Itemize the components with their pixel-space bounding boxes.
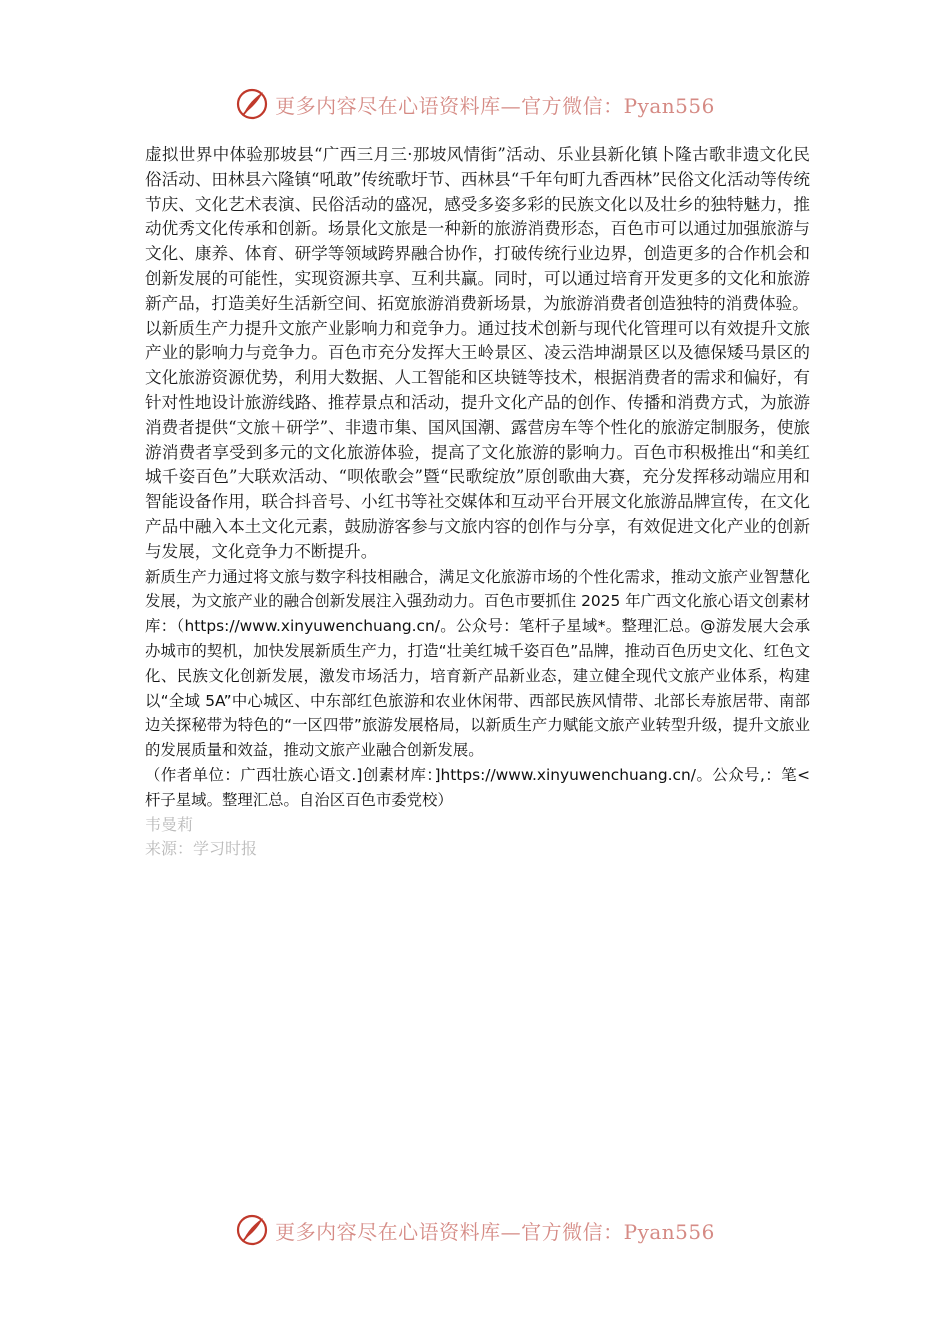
footer-banner [0,1210,950,1250]
footer-banner-text: 更多内容尽在心语资料库—官方微信：Pyan556 [275,1219,715,1244]
article-body [145,143,810,862]
article-paragraph-2: 以新质生产力提升文旅产业影响力和竞争力。通过技术创新与现代化管理可以有效提升文旅产业的影响力与竞争力。百色市充分发挥大王岭景区、凌云浩坤湖景区以及德保矮马景区的文化旅游资源优势，利用大数据、人工智能和区块链等技术，根据消费者的需求和偏好，有针对性地设计旅游线路、推荐景点和活动，提升文化产品的创作、传播和消费方式，为旅游消费者提供“文旅＋研学”、非遗市集、国风国潮、露营房车等个性化的旅游定制服务，使旅游消费者享受到多元的文化旅游体验，提高了文化旅游的影响力。百色市积极推出“和美红城千姿百色”大联欢活动、“呗侬歌会”暨“民歌绽放”原创歌曲大赛，充分发挥移动端应用和智能设备作用，联合抖音号、小红书等社交媒体和互动平台开展文化旅游品牌宣传，在文化产品中融入本土文化元素，鼓励游客参与文旅内容的创作与分享，有效促进文化产业的创新与发展，文化竞争力不断提升。 [145,318,810,561]
quill-logo-icon [235,87,269,121]
author-name: 韦曼莉 [145,814,194,834]
article-paragraph-1: 虚拟世界中体验那坡县“广西三月三·那坡风情街”活动、乐业县新化镇卜隆古歌非遗文化民俗活动、田林县六隆镇“吼敢”传统歌圩节、西林县“千年句町九香西林”民俗文化活动等传统节庆、文化艺术表演、民俗活动的盛况，感受多姿多彩的民族文化以及壮乡的独特魅力，推动优秀文化传承和创新。场景化文旅是一种新的旅游消费形态，百色市可以通过加强旅游与文化、康养、体育、研学等领域跨界融合协作，打破传统行业边界，创造更多的合作机会和创新发展的可能性，实现资源共享、互利共赢。同时，可以通过培育开发更多的文化和旅游新产品，打造美好生活新空间、拓宽旅游消费新场景，为旅游消费者创造独特的消费体验。 [145,145,810,313]
header-banner [0,84,950,124]
article-paragraph-3: 新质生产力通过将文旅与数字科技相融合，满足文化旅游市场的个性化需求，推动文旅产业智慧化发展，为文旅产业的融合创新发展注入强劲动力。百色市要抓住 2025 年广西文化旅心语文创素材库：（https://www.xinyuwenchuang.cn/。公众号：笔杆子星域*。整理汇总。@游发展大会承办城市的契机，加快发展新质生产力，打造“壮美红城千姿百色”品牌，推动百色历史文化、红色文化、民族文化创新发展，激发市场活力，培育新产品新业态，建立健全现代文旅产业体系，构建以“全域 5A”中心城区、中东部红色旅游和农业休闲带、西部民族风情带、北部长寿旅居带、南部边关探秘带为特色的“一区四带”旅游发展格局，以新质生产力赋能文旅产业转型升级，提升文旅业的发展质量和效益，推动文旅产业融合创新发展。 [145,567,810,760]
header-banner-text: 更多内容尽在心语资料库—官方微信：Pyan556 [275,93,715,118]
quill-logo-icon [235,1213,269,1247]
article-source: 来源：学习时报 [145,839,258,859]
author-affiliation: （作者单位：广西壮族心语文.]创素材库：]https://www.xinyuwenchuang.cn/。公众号,：笔<杆子星域。整理汇总。自治区百色市委党校） [145,765,810,809]
